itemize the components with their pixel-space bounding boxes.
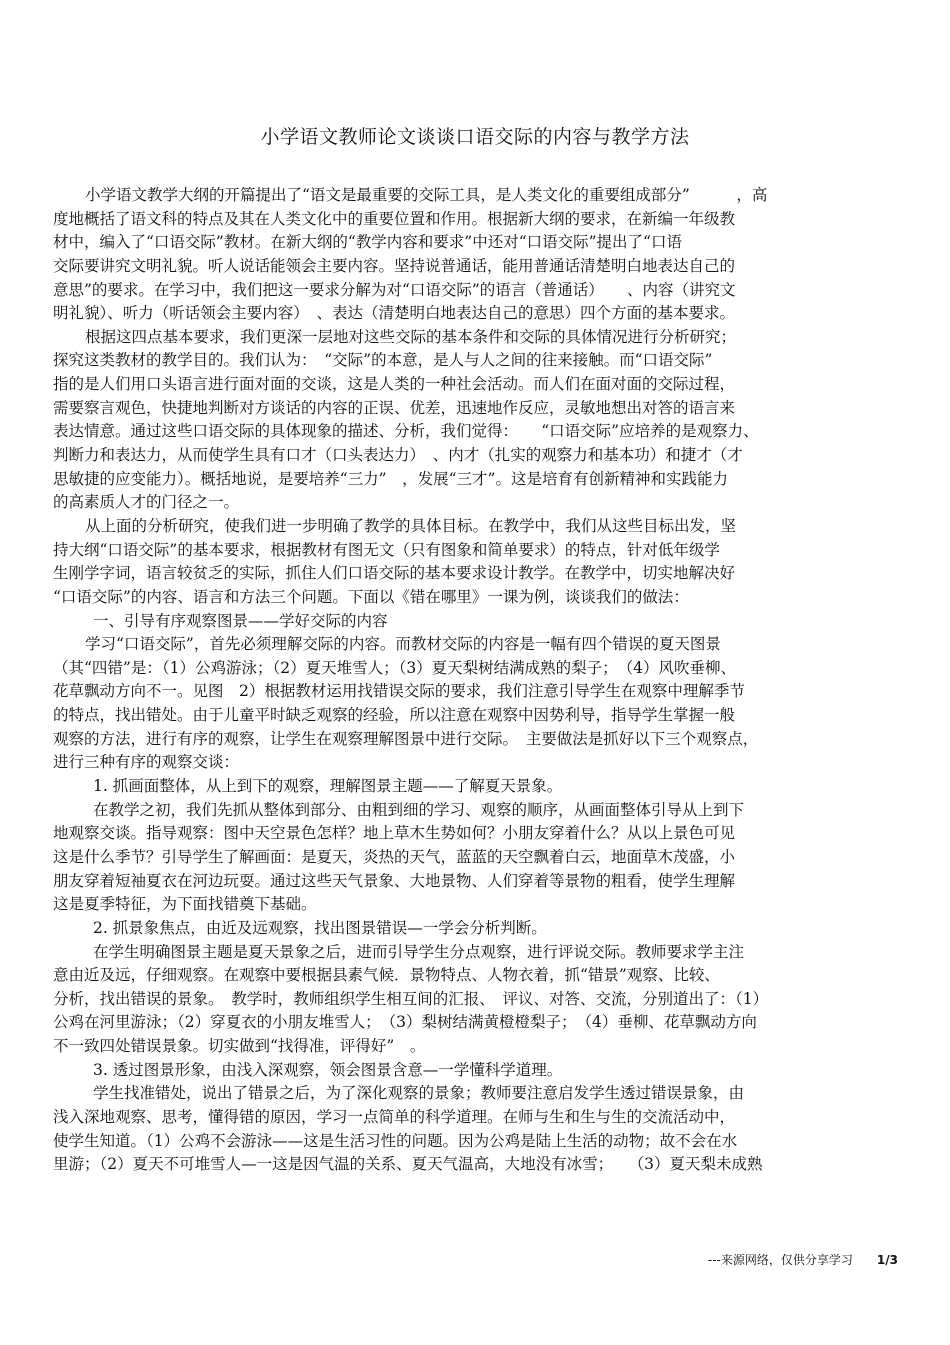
page-footer: [708, 1251, 898, 1268]
footer-source: ---来源网络，仅供分享学习: [707, 1253, 853, 1267]
text-line: 这是什么季节？引导学生了解画面：是夏天，炎热的天气，蓝蓝的天空飘着白云，地面草木茂盛，小: [53, 847, 736, 866]
page-title: 小学语文教师论文谈谈口语交际的内容与教学方法: [260, 126, 690, 148]
text-line: 朋友穿着短袖夏衣在河边玩耍。通过这些天气景象、大地景物、人们穿着等景物的粗看，使学生理解: [53, 871, 736, 890]
text-line: 一、引导有序观察图景——学好交际的内容: [93, 611, 388, 630]
text-line: （其“四错”是：（1）公鸡游泳；（2）夏天堆雪人；（3）夏天梨树结满成熟的梨子； （4）风吹垂柳、: [53, 658, 737, 677]
text-line: 思敏捷的应变能力）。概括地说，是要培养“三力” ，发展“三才”。这是培育有创新精神和实践能力: [53, 469, 728, 488]
article-body: [53, 184, 901, 1177]
text-line: 1. 抓画面整体，从上到下的观察，理解图景主题——了解夏天景象。: [93, 777, 563, 796]
text-line: 公鸡在河里游泳；（2）穿夏衣的小朋友堆雪人； （3）梨树结满黄橙橙梨子； （4）垂柳、花草飘动方向: [53, 1013, 757, 1032]
text-line: 的特点，找出错处。由于儿童平时缺乏观察的经验，所以注意在观察中因势利导，指导学生掌握一般: [53, 706, 736, 725]
text-line: 生刚学字词，语言较贫乏的实际，抓住人们口语交际的基本要求设计教学。在教学中，切实地解决好: [53, 564, 736, 583]
text-line: 意思”的要求。在学习中，我们把这一要求分解为对“口语交际”的语言（普通话） 、内容（讲究文: [53, 280, 736, 299]
text-line: 交际要讲究文明礼貌。听人说话能领会主要内容。坚持说普通话，能用普通话清楚明白地表达自己的: [53, 256, 736, 275]
text-line: 学生找准错处，说出了错景之后，为了深化观察的景象；教师要注意启发学生透过错误景象，由: [93, 1084, 745, 1103]
text-line: 小学语文教学大纲的开篇提出了“语文是最重要的交际工具，是人类文化的重要组成部分” ，高: [85, 186, 768, 204]
text-line: 表达情意。通过这些口语交际的具体现象的描述、分析，我们觉得： “口语交际”应培养的是观察力、: [53, 422, 759, 441]
text-line: 指的是人们用口头语言进行面对面的交谈，这是人类的一种社会活动。而人们在面对面的交际过程，: [53, 375, 736, 394]
text-line: 浅入深地观察、思考，懂得错的原因，学习一点简单的科学道理。在师与生和生与生的交流活动中，: [53, 1107, 736, 1126]
text-line: 持大纲“口语交际”的基本要求，根据教材有图无文（只有图象和简单要求）的特点，针对低年级学: [53, 540, 720, 559]
text-line: 明礼貌）、听力（听话领会主要内容） 、表达（清楚明白地表达自己的意思）四个方面的基本要求。: [53, 304, 736, 323]
text-line: 这是夏季特征，为下面找错奠下基础。: [53, 895, 317, 914]
text-line: 判断力和表达力，从而使学生具有口才（口头表达力） 、内才（扎实的观察力和基本功）和捷才（才: [53, 446, 743, 465]
text-line: 度地概括了语文科的特点及其在人类文化中的重要位置和作用。根据新大纲的要求，在新编一年级教: [53, 209, 736, 228]
text-line: 探究这类教材的教学目的。我们认为： “交际”的本意，是人与人之间的往来接触。而“口语交际”: [53, 351, 713, 370]
text-line: 根据这四点基本要求，我们更深一层地对这些交际的基本条件和交际的具体情况进行分析研究；: [85, 327, 737, 346]
text-line: “口语交际”的内容、语言和方法三个问题。下面以《错在哪里》一课为例，谈谈我们的做法：: [53, 587, 689, 606]
text-line: 需要察言观色，快捷地判断对方谈话的内容的正误、优差，迅速地作反应，灵敏地想出对答的语言来: [53, 398, 736, 417]
text-line: 花草飘动方向不一。见图 2）根据教材运用找错误交际的要求，我们注意引导学生在观察中理解季节: [53, 682, 745, 701]
text-line: 学习“口语交际”，首先必须理解交际的内容。而教材交际的内容是一幅有四个错误的夏天图景: [85, 635, 721, 654]
text-line: 分析，找出错误的景象。 教学时，教师组织学生相互间的汇报、 评议、对答、交流，分别道出了：（1）: [53, 989, 769, 1008]
page-number: 1/3: [876, 1253, 898, 1267]
text-line: 材中，编入了“口语交际”教材。在新大纲的“教学内容和要求”中还对“口语交际”提出了“口语: [53, 233, 682, 252]
text-line: 从上面的分析研究，使我们进一步明确了教学的具体目标。在教学中，我们从这些目标出发，坚: [85, 516, 737, 535]
text-line: 意由近及远，仔细观察。在观察中要根据县素气候．景物特点、人物衣着，抓“错景”观察、比较、: [53, 966, 720, 985]
text-line: 2. 抓景象焦点，由近及远观察，找出图景错误—一学会分析判断。: [93, 918, 547, 937]
text-line: 里游；（2）夏天不可堆雪人—一这是因气温的关系、夏天气温高，大地没有冰雪； （3）夏天梨未成熟: [53, 1155, 763, 1174]
text-line: 3. 透过图景形象，由浅入深观察，领会图景含意—一学懂科学道理。: [93, 1060, 563, 1079]
text-line: 进行三种有序的观察交谈：: [53, 753, 240, 772]
text-line: 在学生明确图景主题是夏天景象之后，进而引导学生分点观察，进行评说交际。教师要求学主注: [93, 942, 745, 961]
text-line: 观察的方法，进行有序的观察，让学生在观察理解图景中进行交际。 主要做法是抓好以下三个观察点，: [53, 729, 759, 748]
text-line: 在教学之初，我们先抓从整体到部分、由粗到细的学习、观察的顺序，从画面整体引导从上到下: [93, 800, 745, 819]
text-line: 使学生知道。（1）公鸡不会游泳——这是生活习性的问题。因为公鸡是陆上生活的动物；故不会在水: [53, 1131, 738, 1150]
text-line: 不一致四处错误景象。切实做到“找得准，评得好” 。: [53, 1037, 426, 1056]
text-line: 地观察交谈。指导观察：图中天空景色怎样？地上草木生势如何？小朋友穿着什么？从以上景色可见: [53, 824, 736, 843]
text-line: 的高素质人才的门径之一。: [53, 493, 240, 512]
